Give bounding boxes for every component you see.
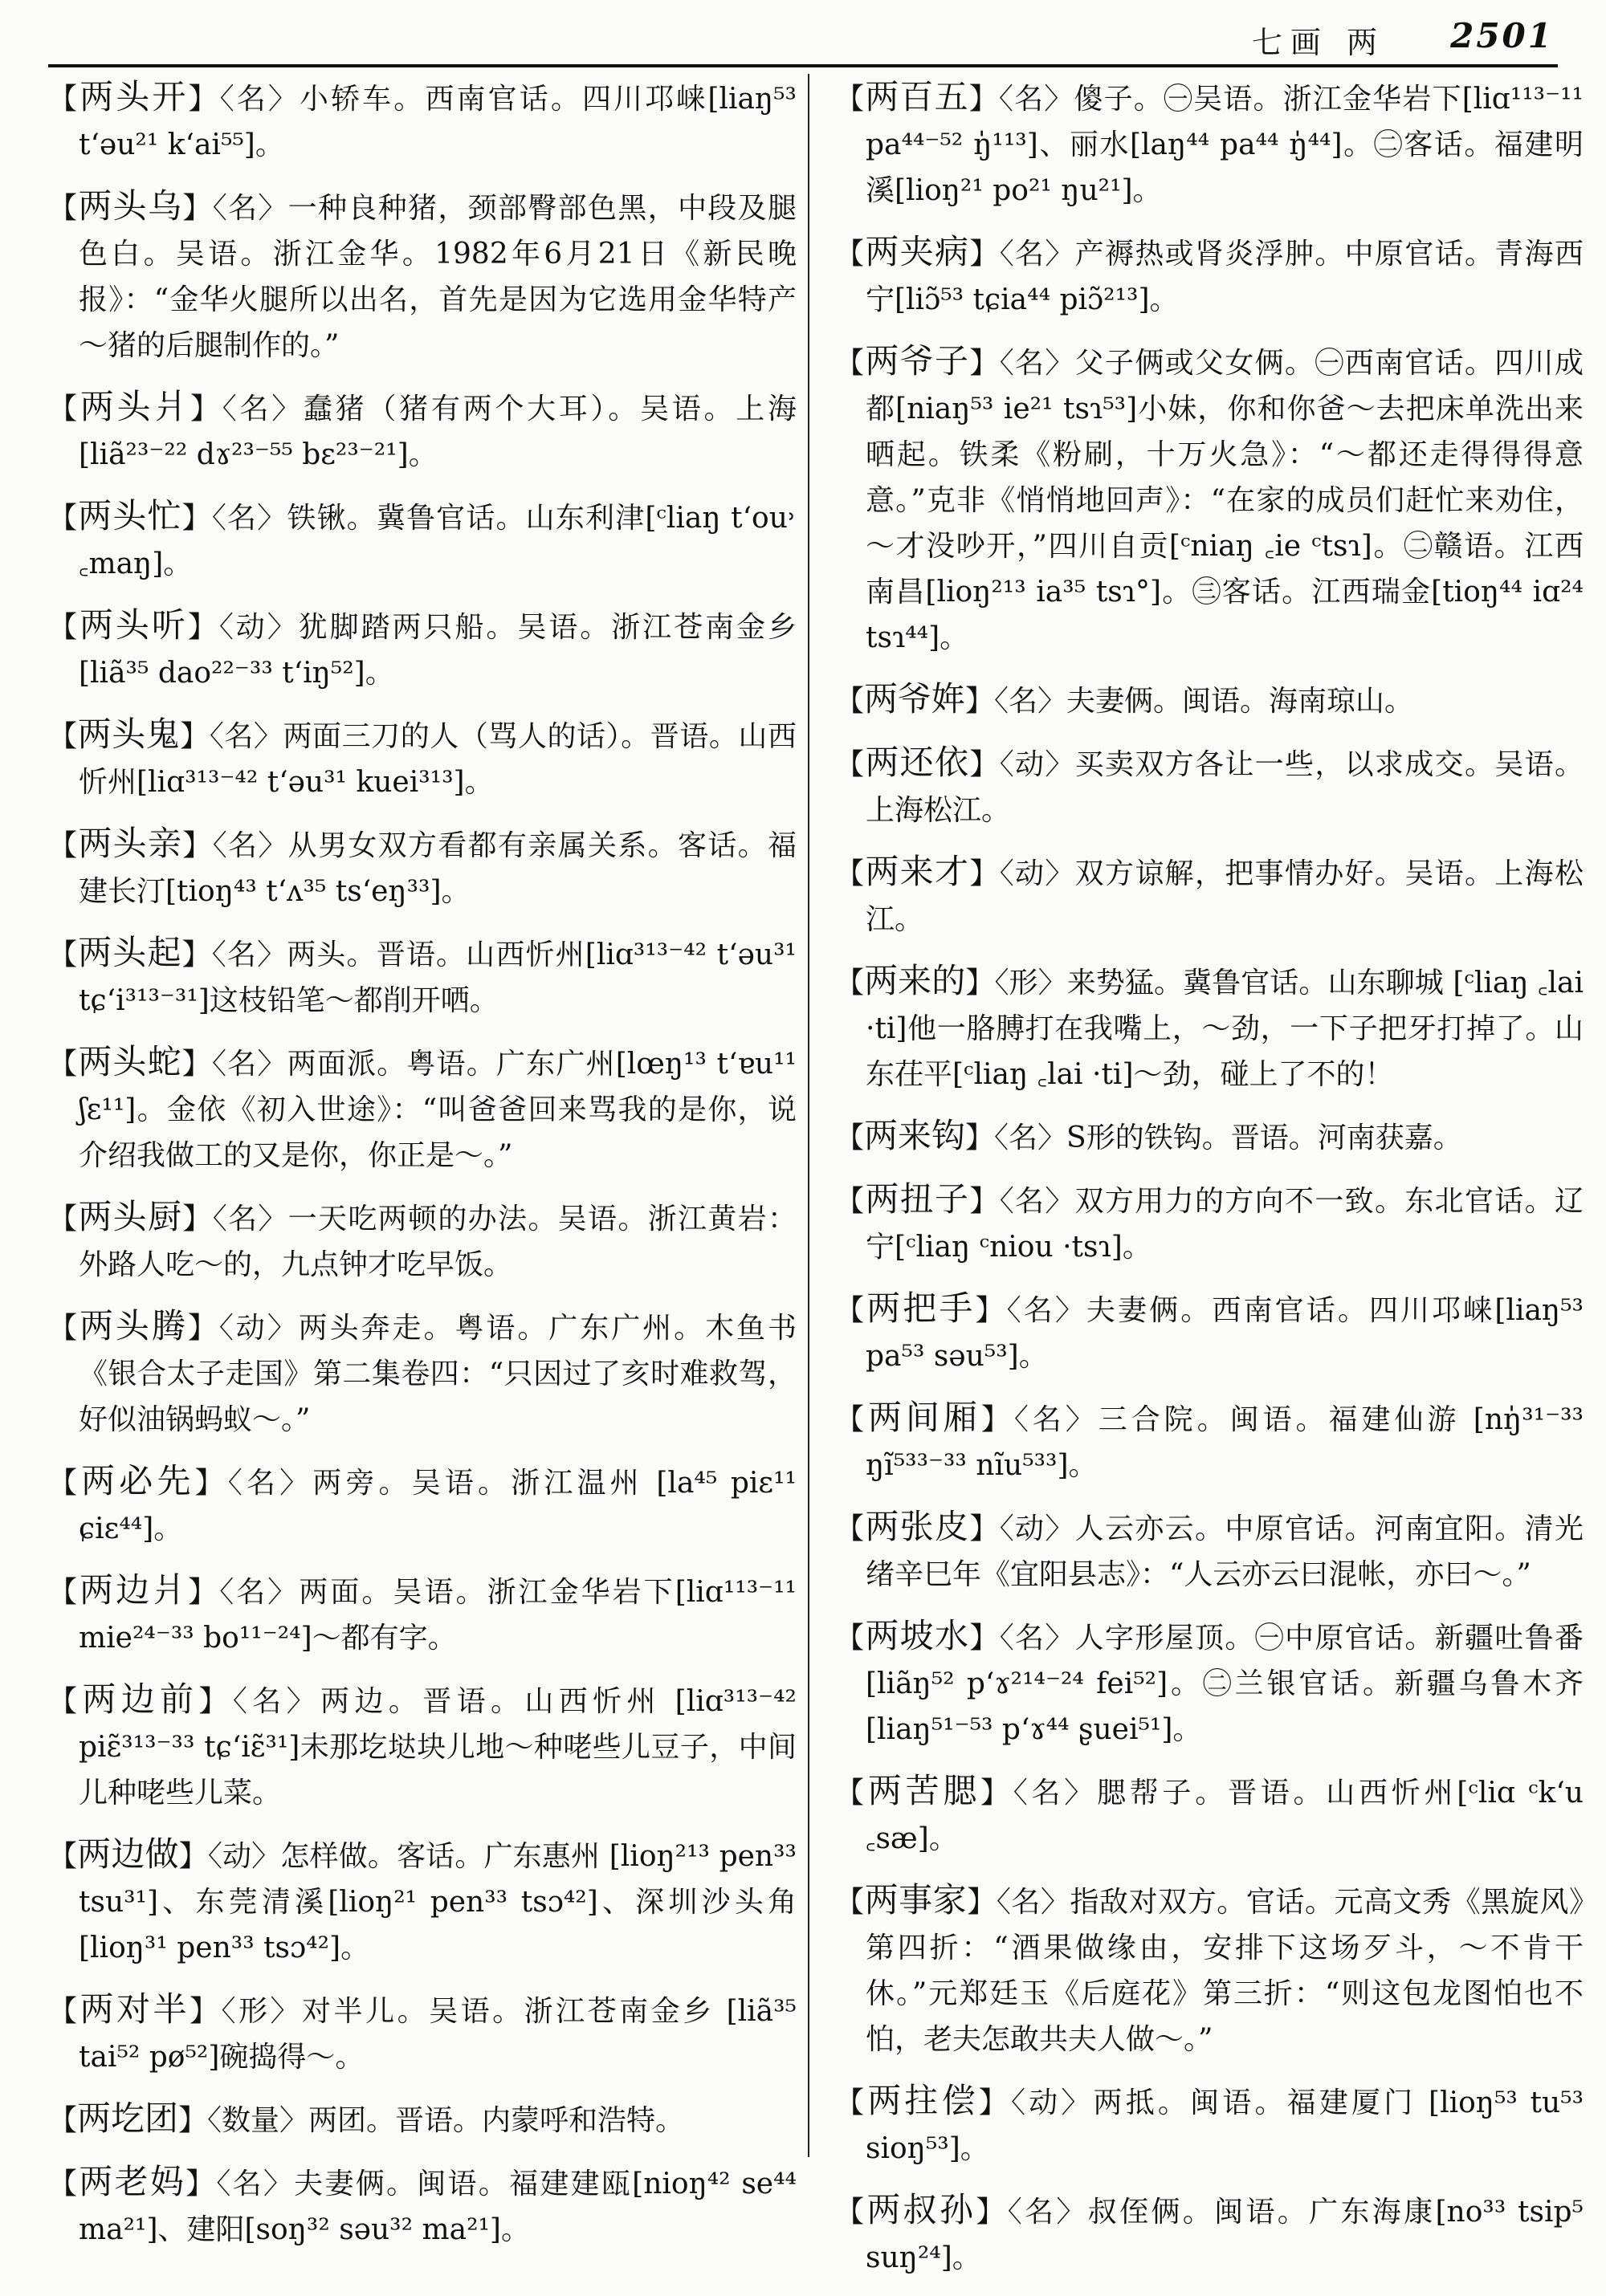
entry-headword: 两爷子 — [865, 341, 970, 381]
entry-headword: 两头起 — [78, 933, 182, 972]
entry-body: 〈动〉买卖双方各让一些，以求成交。吴语。上海松江。 — [866, 748, 1584, 827]
entry-body: 〈动〉两抵。闽语。福建厦门 [lioŋ⁵³ tu⁵³ sioŋ⁵³]。 — [866, 2086, 1584, 2165]
entry-headword: 两边爿 — [79, 1570, 189, 1610]
entry-headword: 两头忙 — [78, 496, 182, 535]
entry-body: 〈名〉指敌对双方。官话。元高文秀《黑旋风》第四折：“酒果做缘由，安排下这场歹斗，～不肯干休。”元郑廷玉《后庭花》第三折：“则这包龙图怕也不怕，老夫怎敢共夫人做～。” — [866, 1886, 1584, 2056]
entry-body: 〈名〉产褥热或肾炎浮肿。中原官话。青海西宁[liɔ̃⁵³ tɕia⁴⁴ piɔ̃²¹³]。 — [866, 238, 1584, 316]
entry-headword: 两坡水 — [865, 1616, 970, 1655]
entry-body: 〈名〉人字形屋顶。㊀中原官话。新疆吐鲁番[liãŋ⁵² p‘ɤ²¹⁴⁻²⁴ fei⁵²]。㊁兰银官话。新疆乌鲁木齐[liaŋ⁵¹⁻⁵³ p‘ɤ⁴⁴ ʂuei⁵¹]。 — [866, 1622, 1584, 1746]
entry-body: 〈名〉从男女双方看都有亲属关系。客话。福建长汀[tioŋ⁴³ t‘ʌ³⁵ ts‘eŋ³³]。 — [79, 829, 797, 908]
entry-headword: 两百五 — [865, 77, 969, 116]
dictionary-entry: 【两间厢】〈名〉三合院。闽语。福建仙游 [nŋ̍³¹⁻³³ ŋĩ⁵³³⁻³³ nĩu⁵³³]。 — [835, 1398, 1584, 1482]
entry-headword: 两叔孙 — [866, 2190, 976, 2229]
entry-body: 〈名〉夫妻俩。西南官话。四川邛崃[liaŋ⁵³ pa⁵³ səu⁵³]。 — [866, 1294, 1584, 1373]
dictionary-entry: 【两头开】〈名〉小轿车。西南官话。四川邛崃[liaŋ⁵³ t‘əu²¹ k‘ai⁵⁵]。 — [48, 77, 797, 161]
entry-body: 〈动〉双方谅解，把事情办好。吴语。上海松江。 — [866, 857, 1584, 936]
entry-headword: 两头听 — [79, 605, 188, 645]
entry-headword: 两头厨 — [78, 1197, 183, 1236]
entry-body: 〈名〉腮帮子。晋语。山西忻州[ᶜliɑ ᶜk‘u ꜀sæ]。 — [866, 1777, 1584, 1855]
entry-headword: 两还依 — [865, 743, 970, 782]
entry-body: 〈名〉叔侄俩。闽语。广东海康[no³³ tsip⁵ suŋ²⁴]。 — [866, 2196, 1584, 2274]
dictionary-entry: 【两头鬼】〈名〉两面三刀的人（骂人的话）。晋语。山西忻州[liɑ³¹³⁻⁴² t‘əu³¹ kuei³¹³]。 — [48, 714, 797, 799]
entry-body: 〈形〉对半儿。吴语。浙江苍南金乡 [liã³⁵ tai⁵² pø⁵²]碗捣得～。 — [79, 1995, 797, 2074]
entry-body: 〈名〉S形的铁钩。晋语。河南获嘉。 — [994, 1122, 1462, 1154]
entry-headword: 两头开 — [79, 77, 189, 116]
dictionary-entry: 【两必先】〈名〉两旁。吴语。浙江温州 [la⁴⁵ piɛ¹¹ ɕiɛ⁴⁴]。 — [48, 1461, 797, 1545]
entry-headword: 两边前 — [82, 1679, 199, 1719]
dictionary-entry: 【两来钩】〈名〉S形的铁钩。晋语。河南获嘉。 — [835, 1116, 1462, 1155]
left-column — [48, 74, 797, 2268]
dictionary-entry: 【两还依】〈动〉买卖双方各让一些，以求成交。吴语。上海松江。 — [835, 743, 1584, 827]
entry-body: 〈名〉两头。晋语。山西忻州[liɑ³¹³⁻⁴² t‘əu³¹ tɕ‘i³¹³⁻³¹]这枝铅笔～都削开哂。 — [79, 938, 797, 1017]
entry-headword: 两事家 — [864, 1880, 968, 1919]
entry-headword: 两来才 — [865, 852, 970, 891]
entry-body: 〈名〉夫妻俩。闽语。海南琼山。 — [994, 685, 1414, 718]
entry-headword: 两扭子 — [865, 1179, 970, 1219]
page-number: 2501 — [1450, 16, 1554, 55]
entry-body: 〈名〉一种良种猪，颈部臀部色黑，中段及腿色白。吴语。浙江金华。1982年6月21日《新民晚报》：“金华火腿所以出名，首先是因为它选用金华特产～猪的后腿制作的。” — [79, 192, 797, 362]
dictionary-entry: 【两头亲】〈名〉从男女双方看都有亲属关系。客话。福建长汀[tioŋ⁴³ t‘ʌ³⁵ ts‘eŋ³³]。 — [48, 824, 797, 908]
dictionary-entry: 【两扭子】〈名〉双方用力的方向不一致。东北官话。辽宁[ᶜliaŋ ᶜniou ·tsɿ]。 — [835, 1179, 1584, 1264]
entry-headword: 两间厢 — [867, 1398, 981, 1437]
entry-headword: 两边做 — [77, 1834, 179, 1874]
section-title: 七画 两 — [1251, 25, 1385, 60]
entry-body: 〈数量〉两团。晋语。内蒙呼和浩特。 — [207, 2104, 685, 2137]
entry-body: 〈名〉两面。吴语。浙江金华岩下[liɑ¹¹³⁻¹¹ mie²⁴⁻³³ bo¹¹⁻²⁴]～都有字。 — [79, 1576, 797, 1655]
dictionary-entry: 【两拄偿】〈动〉两抵。闽语。福建厦门 [lioŋ⁵³ tu⁵³ sioŋ⁵³]。 — [835, 2081, 1584, 2165]
entry-body: 〈名〉两面三刀的人（骂人的话）。晋语。山西忻州[liɑ³¹³⁻⁴² t‘əu³¹ kuei³¹³]。 — [79, 720, 797, 799]
entry-headword: 两头腾 — [79, 1306, 188, 1345]
dictionary-entry: 【两边爿】〈名〉两面。吴语。浙江金华岩下[liɑ¹¹³⁻¹¹ mie²⁴⁻³³ bo¹¹⁻²⁴]～都有字。 — [48, 1570, 797, 1655]
entry-body: 〈名〉小轿车。西南官话。四川邛崃[liaŋ⁵³ t‘əu²¹ k‘ai⁵⁵]。 — [79, 83, 797, 161]
entry-body: 〈动〉犹脚踏两只船。吴语。浙江苍南金乡[liã³⁵ dao²²⁻³³ t‘iŋ⁵²]。 — [79, 611, 797, 690]
dictionary-entry: 【两把手】〈名〉夫妻俩。西南官话。四川邛崃[liaŋ⁵³ pa⁵³ səu⁵³]。 — [835, 1288, 1584, 1373]
dictionary-entry: 【两头厨】〈名〉一天吃两顿的办法。吴语。浙江黄岩：外路人吃～的，九点钟才吃早饭。 — [48, 1197, 797, 1281]
dictionary-entry: 【两老妈】〈名〉夫妻俩。闽语。福建建瓯[nioŋ⁴² se⁴⁴ ma²¹]、建阳[soŋ³² səu³² ma²¹]。 — [48, 2162, 797, 2246]
dictionary-entry: 【两头起】〈名〉两头。晋语。山西忻州[liɑ³¹³⁻⁴² t‘əu³¹ tɕ‘i³¹³⁻³¹]这枝铅笔～都削开哂。 — [48, 933, 797, 1017]
entry-headword: 两来的 — [864, 961, 966, 1000]
dictionary-entry: 【两头爿】〈名〉蠢猪（猪有两个大耳）。吴语。上海[liã²³⁻²² dɤ²³⁻⁵⁵ bɛ²³⁻²¹]。 — [48, 387, 797, 471]
entry-body: 〈名〉双方用力的方向不一致。东北官话。辽宁[ᶜliaŋ ᶜniou ·tsɿ]。 — [866, 1185, 1584, 1264]
entry-headword: 两对半 — [79, 1989, 190, 2029]
dictionary-entry: 【两苦腮】〈名〉腮帮子。晋语。山西忻州[ᶜliɑ ᶜk‘u ꜀sæ]。 — [835, 1771, 1584, 1855]
entry-body: 〈名〉蠢猪（猪有两个大耳）。吴语。上海[liã²³⁻²² dɤ²³⁻⁵⁵ bɛ²³⁻²¹]。 — [79, 393, 797, 471]
entry-headword: 两夹病 — [865, 232, 970, 271]
entry-headword: 两来钩 — [864, 1116, 966, 1155]
dictionary-entry: 【两坡水】〈名〉人字形屋顶。㊀中原官话。新疆吐鲁番[liãŋ⁵² p‘ɤ²¹⁴⁻²⁴ fei⁵²]。㊁兰银官话。新疆乌鲁木齐[liaŋ⁵¹⁻⁵³ p‘ɤ⁴⁴ ʂuei⁵¹]。 — [835, 1616, 1584, 1746]
entry-body: 〈名〉两旁。吴语。浙江温州 [la⁴⁵ piɛ¹¹ ɕiɛ⁴⁴]。 — [79, 1467, 797, 1545]
dictionary-entry: 【两头蛇】〈名〉两面派。粤语。广东广州[lœŋ¹³ t‘ɐu¹¹ ʃɛ¹¹]。金依《初入世途》：“叫爸爸回来骂我的是你，说介绍我做工的又是你，你正是～。” — [48, 1042, 797, 1172]
entry-body: 〈名〉两边。晋语。山西忻州 [liɑ³¹³⁻⁴² piɛ̃³¹³⁻³³ tɕ‘iɛ̃³¹]未那圪垯块儿地～种咾些儿豆子，中间儿种咾些儿菜。 — [79, 1685, 797, 1810]
dictionary-entry: 【两头乌】〈名〉一种良种猪，颈部臀部色黑，中段及腿色白。吴语。浙江金华。1982年6月21日《新民晚报》：“金华火腿所以出名，首先是因为它选用金华特产～猪的后腿制作的。” — [48, 186, 797, 362]
dictionary-entry: 【两边做】〈动〉怎样做。客话。广东惠州 [lioŋ²¹³ pen³³ tsu³¹]、东莞清溪[lioŋ²¹ pen³³ tsɔ⁴²]、深圳沙头角[lioŋ³¹ pen³³ tsɔ⁴²]。 — [48, 1834, 797, 1964]
dictionary-entry: 【两来的】〈形〉来势猛。冀鲁官话。山东聊城 [ᶜliaŋ ꜀lai ·ti]他一胳膊打在我嘴上，～劲，一下子把牙打掉了。山东茌平[ᶜliaŋ ꜀lai ·ti]～劲，碰上了不的！ — [835, 961, 1584, 1091]
entry-headword: 两头爿 — [79, 387, 190, 426]
entry-headword: 两必先 — [81, 1461, 195, 1500]
entry-body: 〈名〉铁锹。冀鲁官话。山东利津[ᶜliaŋ t‘ou˒ ꜀maŋ]。 — [79, 502, 797, 580]
entry-headword: 两头亲 — [78, 824, 183, 863]
dictionary-entry: 【两爷姩】〈名〉夫妻俩。闽语。海南琼山。 — [835, 679, 1414, 719]
entry-body: 〈形〉来势猛。冀鲁官话。山东聊城 [ᶜliaŋ ꜀lai ·ti]他一胳膊打在我嘴上，～劲，一下子把牙打掉了。山东茌平[ᶜliaŋ ꜀lai ·ti]～劲，碰上了不的！ — [866, 967, 1584, 1091]
dictionary-entry: 【两头忙】〈名〉铁锹。冀鲁官话。山东利津[ᶜliaŋ t‘ou˒ ꜀maŋ]。 — [48, 496, 797, 580]
dictionary-entry: 【两圪团】〈数量〉两团。晋语。内蒙呼和浩特。 — [48, 2099, 685, 2138]
entry-headword: 两苦腮 — [867, 1771, 981, 1810]
dictionary-entry: 【两边前】〈名〉两边。晋语。山西忻州 [liɑ³¹³⁻⁴² piɛ̃³¹³⁻³³ tɕ‘iɛ̃³¹]未那圪垯块儿地～种咾些儿豆子，中间儿种咾些儿菜。 — [48, 1679, 797, 1810]
dictionary-entry: 【两对半】〈形〉对半儿。吴语。浙江苍南金乡 [liã³⁵ tai⁵² pø⁵²]碗捣得～。 — [48, 1989, 797, 2074]
entry-headword: 两张皮 — [865, 1507, 970, 1546]
entry-headword: 两爷姩 — [864, 679, 966, 719]
dictionary-entry: 【两来才】〈动〉双方谅解，把事情办好。吴语。上海松江。 — [835, 852, 1584, 936]
entry-headword: 两头蛇 — [78, 1042, 182, 1081]
entry-body: 〈名〉一天吃两顿的办法。吴语。浙江黄岩：外路人吃～的，九点钟才吃早饭。 — [79, 1203, 797, 1281]
dictionary-entry: 【两百五】〈名〉傻子。㊀吴语。浙江金华岩下[liɑ¹¹³⁻¹¹ pa⁴⁴⁻⁵² ŋ̍¹¹³]、丽水[laŋ⁴⁴ pa⁴⁴ ŋ̍⁴⁴]。㊁客话。福建明溪[lioŋ²¹ po²¹ ŋu²¹]。 — [835, 77, 1584, 207]
entry-body: 〈动〉人云亦云。中原官话。河南宜阳。清光绪辛巳年《宜阳县志》：“人云亦云曰混帐，亦曰～。” — [866, 1512, 1584, 1591]
dictionary-entry: 【两爷子】〈名〉父子俩或父女俩。㊀西南官话。四川成都[niaŋ⁵³ ie²¹ tsɿ⁵³]小妹，你和你爸～去把床单洗出来晒起。铁柔《粉刷，十万火急》：“～都还走得得得意意。”克非《悄悄地回声》：“在家的成员们赶忙来劝住，～才没吵开，”四川自贡[ᶜniaŋ ꜀ie ᶜtsɿ]。㊁赣语。江西南昌[lioŋ²¹³ ia³⁵ tsɿ°]。㊂客话。江西瑞金[tioŋ⁴⁴ iɑ²⁴ tsɿ⁴⁴]。 — [835, 341, 1584, 654]
entry-body: 〈名〉三合院。闽语。福建仙游 [nŋ̍³¹⁻³³ ŋĩ⁵³³⁻³³ nĩu⁵³³]。 — [866, 1403, 1584, 1482]
page-header — [48, 0, 1558, 67]
entry-body: 〈名〉傻子。㊀吴语。浙江金华岩下[liɑ¹¹³⁻¹¹ pa⁴⁴⁻⁵² ŋ̍¹¹³]、丽水[laŋ⁴⁴ pa⁴⁴ ŋ̍⁴⁴]。㊁客话。福建明溪[lioŋ²¹ po²¹ ŋu²¹]。 — [866, 83, 1584, 207]
dictionary-entry: 【两张皮】〈动〉人云亦云。中原官话。河南宜阳。清光绪辛巳年《宜阳县志》：“人云亦云曰混帐，亦曰～。” — [835, 1507, 1584, 1591]
dictionary-entry: 【两事家】〈名〉指敌对双方。官话。元高文秀《黑旋风》第四折：“酒果做缘由，安排下这场歹斗，～不肯干休。”元郑廷玉《后庭花》第三折：“则这包龙图怕也不怕，老夫怎敢共夫人做～。” — [835, 1880, 1584, 2056]
dictionary-entry: 【两夹病】〈名〉产褥热或肾炎浮肿。中原官话。青海西宁[liɔ̃⁵³ tɕia⁴⁴ piɔ̃²¹³]。 — [835, 232, 1584, 316]
entry-headword: 两把手 — [866, 1288, 976, 1328]
dictionary-entry: 【两叔孙】〈名〉叔侄俩。闽语。广东海康[no³³ tsip⁵ suŋ²⁴]。 — [835, 2190, 1584, 2274]
entry-body: 〈名〉夫妻俩。闽语。福建建瓯[nioŋ⁴² se⁴⁴ ma²¹]、建阳[soŋ³² səu³² ma²¹]。 — [79, 2168, 797, 2246]
dictionary-entry: 【两头听】〈动〉犹脚踏两只船。吴语。浙江苍南金乡[liã³⁵ dao²²⁻³³ t‘iŋ⁵²]。 — [48, 605, 797, 690]
column-divider — [808, 74, 809, 2157]
entry-headword: 两拄偿 — [867, 2081, 979, 2120]
entry-body: 〈名〉两面派。粤语。广东广州[lœŋ¹³ t‘ɐu¹¹ ʃɛ¹¹]。金依《初入世途》：“叫爸爸回来骂我的是你，说介绍我做工的又是你，你正是～。” — [79, 1048, 797, 1172]
entry-body: 〈动〉两头奔走。粤语。广东广州。木鱼书《银合太子走国》第二集卷四：“只因过了亥时难救驾，好似油锅蚂蚁～。” — [79, 1312, 797, 1436]
entry-headword: 两头鬼 — [77, 714, 181, 754]
entry-headword: 两圪团 — [77, 2099, 179, 2138]
entry-headword: 两头乌 — [78, 186, 183, 226]
entry-body: 〈名〉父子俩或父女俩。㊀西南官话。四川成都[niaŋ⁵³ ie²¹ tsɿ⁵³]小妹，你和你爸～去把床单洗出来晒起。铁柔《粉刷，十万火急》：“～都还走得得得意意。”克非《悄悄地回声》：“在家的成员们赶忙来劝住，～才没吵开，”四川自贡[ᶜniaŋ ꜀ie ᶜtsɿ]。㊁赣语。江西南昌[lioŋ²¹³ ia³⁵ tsɿ°]。㊂客话。江西瑞金[tioŋ⁴⁴ iɑ²⁴ tsɿ⁴⁴]。 — [866, 347, 1584, 654]
dictionary-entry: 【两头腾】〈动〉两头奔走。粤语。广东广州。木鱼书《银合太子走国》第二集卷四：“只因过了亥时难救驾，好似油锅蚂蚁～。” — [48, 1306, 797, 1436]
entry-headword: 两老妈 — [79, 2162, 186, 2201]
entry-body: 〈动〉怎样做。客话。广东惠州 [lioŋ²¹³ pen³³ tsu³¹]、东莞清溪[lioŋ²¹ pen³³ tsɔ⁴²]、深圳沙头角[lioŋ³¹ pen³³ tsɔ⁴²]。 — [79, 1840, 797, 1964]
right-column — [835, 74, 1584, 2296]
